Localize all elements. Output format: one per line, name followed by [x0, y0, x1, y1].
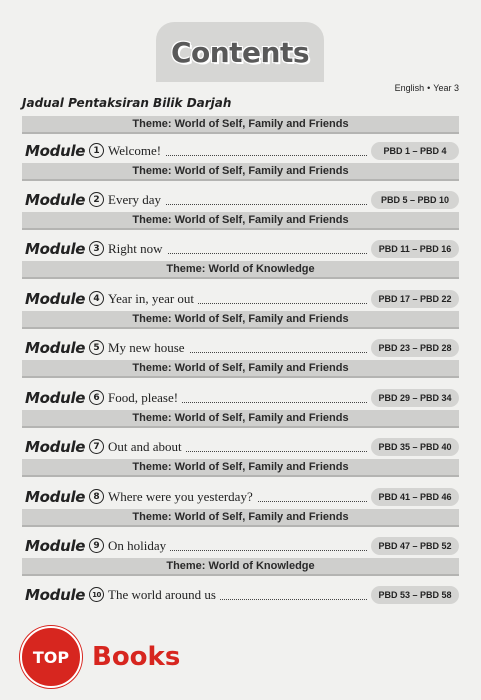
pbd-range-badge: PBD 11 – PBD 16 [371, 240, 459, 258]
module-title: The world around us [108, 587, 220, 603]
module-word: Module [25, 142, 86, 160]
pbd-range-badge: PBD 47 – PBD 52 [371, 537, 459, 555]
pbd-range-badge: PBD 1 – PBD 4 [371, 142, 459, 160]
module-word: Module [25, 488, 86, 506]
module-number-badge: 3 [89, 241, 104, 256]
module-title: Every day [108, 192, 165, 208]
module-word: Module [25, 240, 86, 258]
module-title: Welcome! [108, 143, 165, 159]
pbd-range-badge: PBD 41 – PBD 46 [371, 488, 459, 506]
module-title: Out and about [108, 439, 186, 455]
pbd-range-badge: PBD 35 – PBD 40 [371, 438, 459, 456]
module-number-badge: 8 [89, 489, 104, 504]
module-number-badge: 1 [89, 143, 104, 158]
theme-bar: Theme: World of Self, Family and Friends [22, 163, 459, 181]
module-word: Module [25, 389, 86, 407]
module-number-badge: 2 [89, 192, 104, 207]
module-title: Right now [108, 241, 167, 257]
theme-bar: Theme: World of Self, Family and Friends [22, 212, 459, 230]
module-number-badge: 9 [89, 538, 104, 553]
module-word: Module [25, 339, 86, 357]
theme-bar: Theme: World of Knowledge [22, 261, 459, 279]
module-number-badge: 4 [89, 291, 104, 306]
theme-bar: Theme: World of Self, Family and Friends [22, 410, 459, 428]
subject-name: English [394, 83, 425, 93]
pbd-range-badge: PBD 53 – PBD 58 [371, 586, 459, 604]
module-number-badge: 6 [89, 390, 104, 405]
watermark-logo-text: TOP [32, 647, 70, 667]
module-word: Module [25, 586, 86, 604]
pbd-range-badge: PBD 5 – PBD 10 [371, 191, 459, 209]
module-number-badge: 10 [89, 587, 104, 602]
page-title: Contents [170, 35, 310, 69]
theme-bar: Theme: World of Self, Family and Friends [22, 509, 459, 527]
module-title: Year in, year out [108, 291, 198, 307]
module-word: Module [25, 438, 86, 456]
subject-label [395, 83, 459, 93]
theme-bar: Theme: World of Self, Family and Friends [22, 311, 459, 329]
pbd-range-badge: PBD 17 – PBD 22 [371, 290, 459, 308]
section-heading: Jadual Pentaksiran Bilik Darjah [22, 96, 232, 110]
theme-bar: Theme: World of Knowledge [22, 558, 459, 576]
title-tab [156, 22, 324, 82]
watermark-logo [20, 626, 82, 688]
separator-dot: • [427, 83, 431, 93]
module-title: Food, please! [108, 390, 182, 406]
module-row-10[interactable] [22, 584, 459, 610]
module-word: Module [25, 537, 86, 555]
watermark-text: Books [92, 642, 181, 672]
module-word: Module [25, 191, 86, 209]
module-word: Module [25, 290, 86, 308]
theme-bar: Theme: World of Self, Family and Friends [22, 459, 459, 477]
module-number-badge: 5 [89, 340, 104, 355]
theme-bar: Theme: World of Self, Family and Friends [22, 116, 459, 134]
module-title: On holiday [108, 538, 170, 554]
topbooks-watermark [20, 626, 180, 688]
subject-year: Year 3 [433, 83, 459, 93]
module-number-badge: 7 [89, 439, 104, 454]
module-title: My new house [108, 340, 189, 356]
pbd-range-badge: PBD 23 – PBD 28 [371, 339, 459, 357]
theme-bar: Theme: World of Self, Family and Friends [22, 360, 459, 378]
module-title: Where were you yesterday? [108, 489, 257, 505]
pbd-range-badge: PBD 29 – PBD 34 [371, 389, 459, 407]
